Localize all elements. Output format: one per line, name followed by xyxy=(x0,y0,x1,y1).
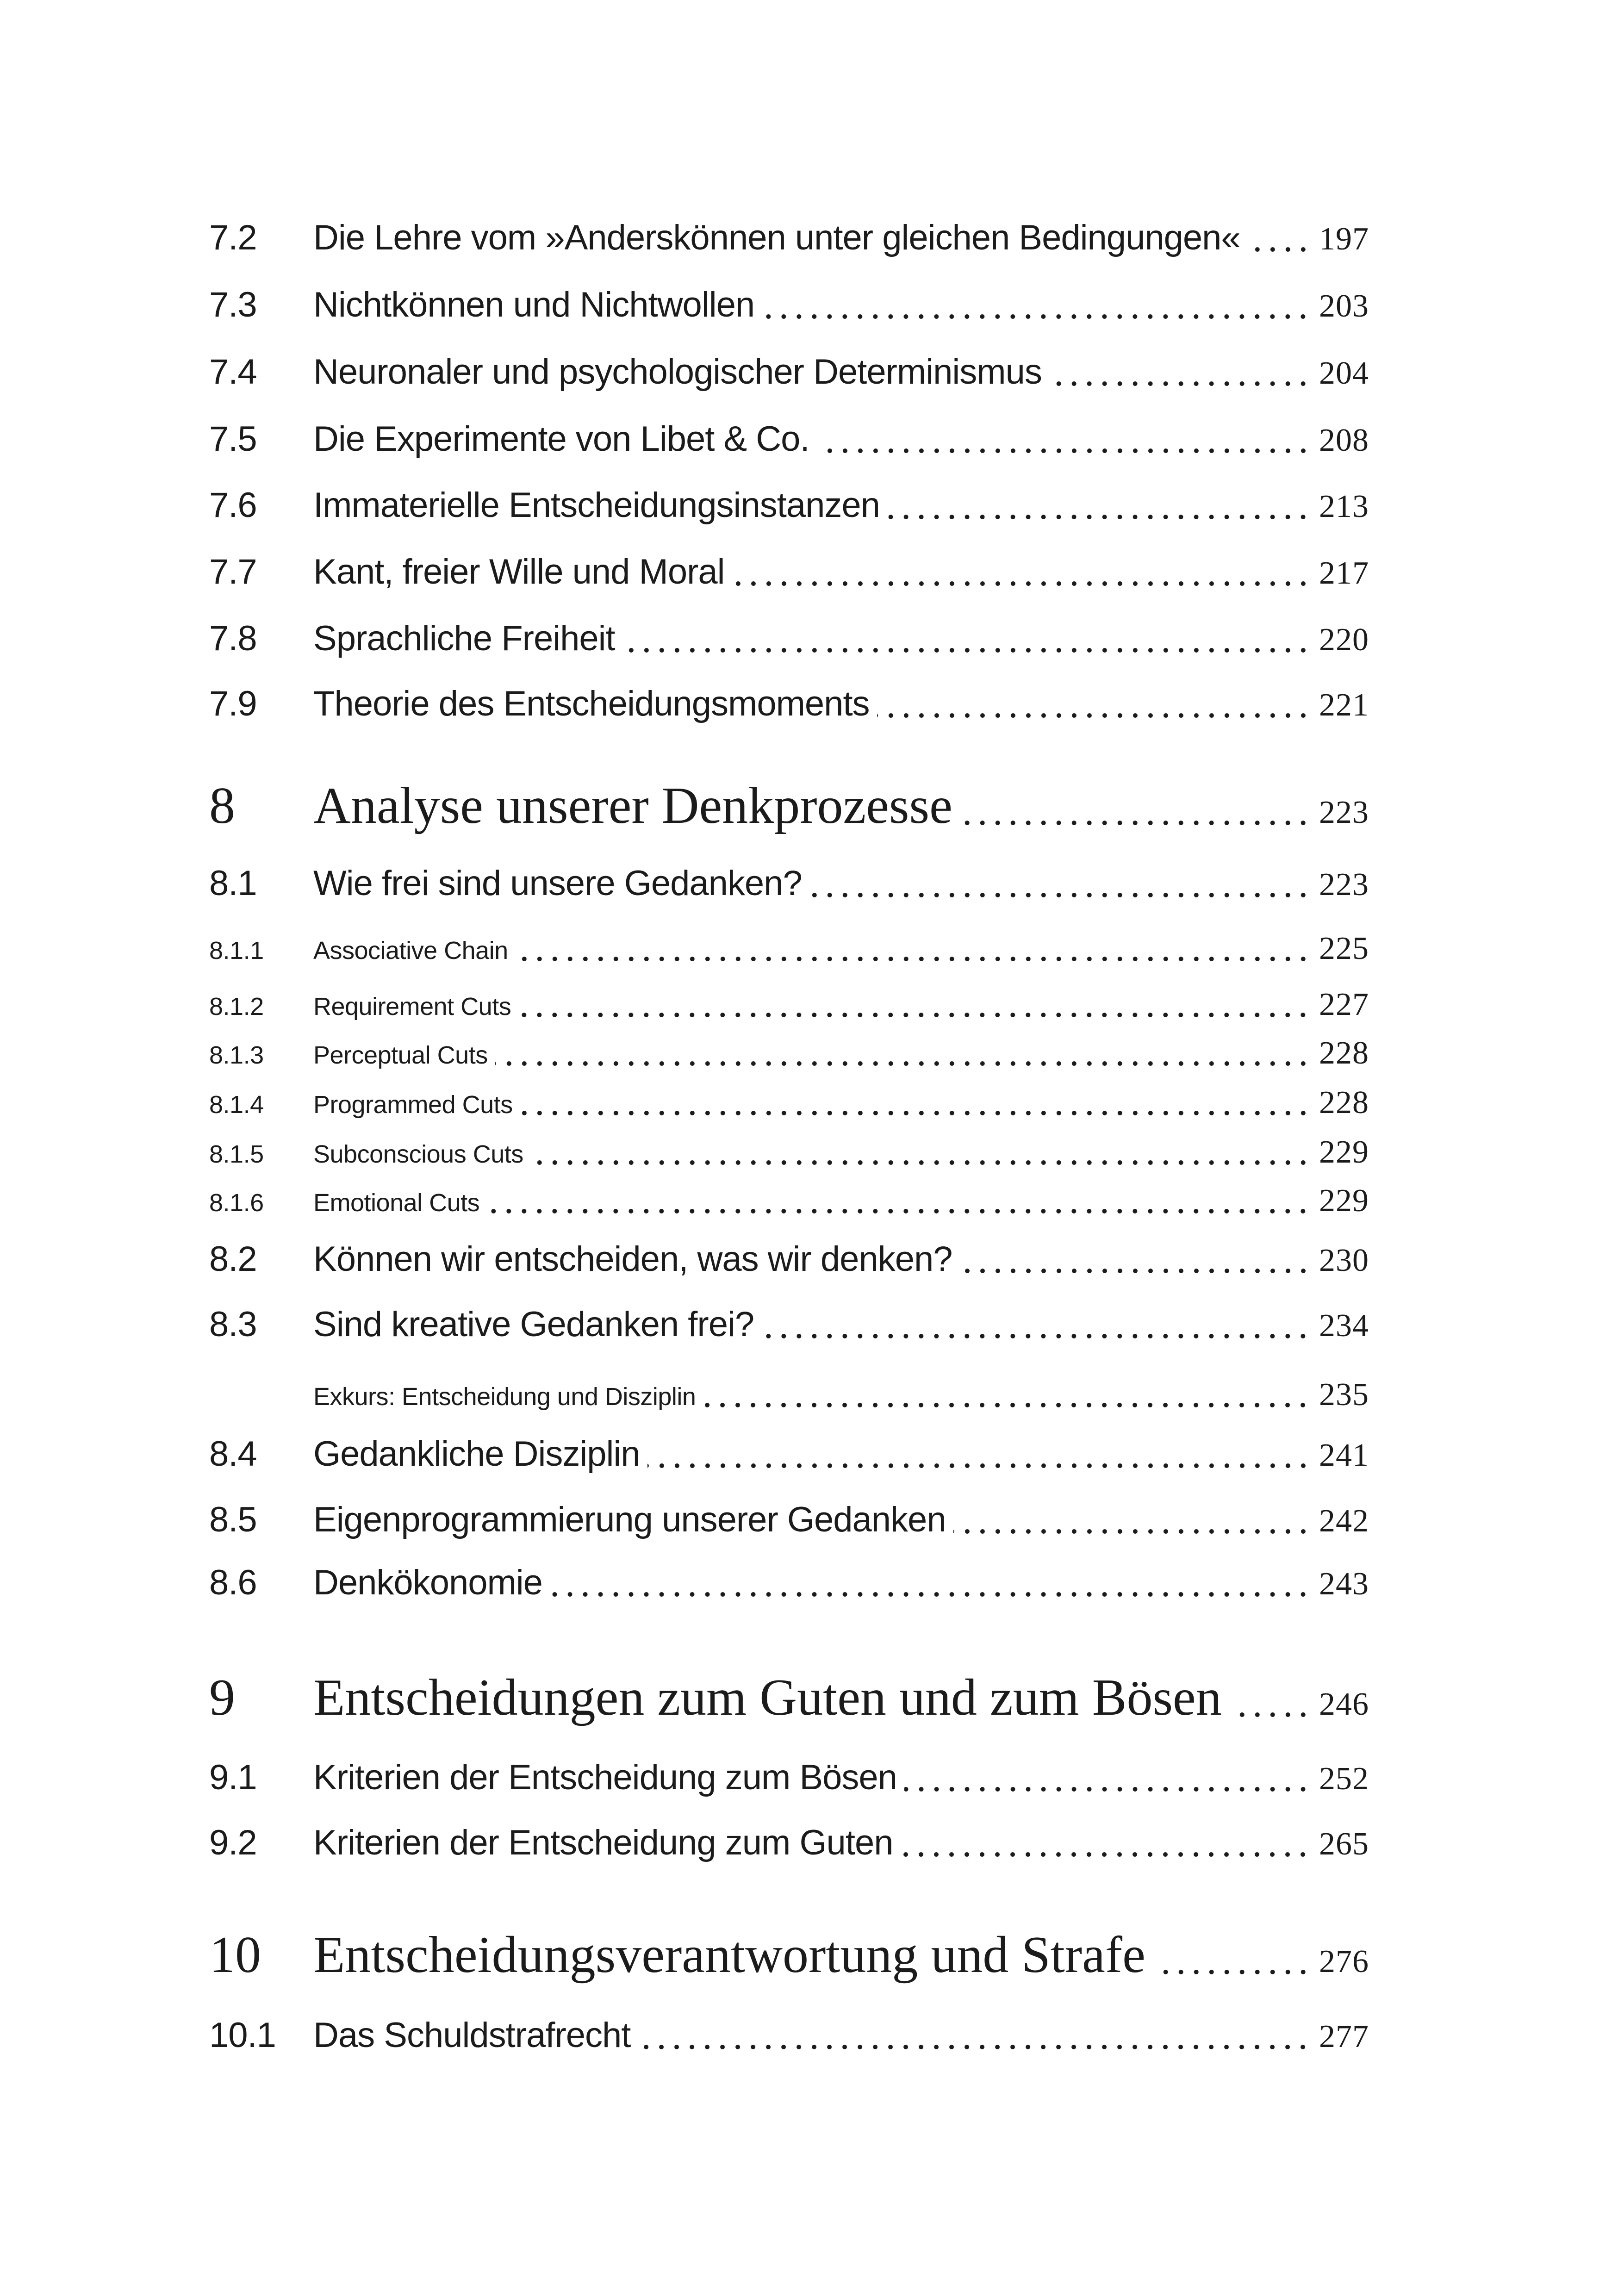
entry-title: Kant, freier Wille und Moral xyxy=(313,552,725,591)
toc-entry-8-4 xyxy=(209,1435,1369,1474)
entry-number: 7.7 xyxy=(209,552,257,591)
toc-entry-8-1 xyxy=(209,864,1369,903)
entry-page: 252 xyxy=(1319,1761,1369,1797)
entry-page: 204 xyxy=(1319,355,1369,391)
entry-number: 7.3 xyxy=(209,285,257,324)
entry-title: Perceptual Cuts xyxy=(313,1041,488,1069)
entry-number: 8.1.4 xyxy=(209,1091,264,1119)
entry-number: 8.1.2 xyxy=(209,993,264,1020)
toc-entry-8-1-2 xyxy=(209,987,1369,1022)
toc-entry-8-1-6 xyxy=(209,1183,1369,1219)
entry-page: 228 xyxy=(1319,1035,1369,1071)
entry-title: Die Experimente von Libet & Co. xyxy=(313,419,809,459)
entry-title: Emotional Cuts xyxy=(313,1189,480,1217)
entry-number: 8.1.6 xyxy=(209,1189,264,1217)
entry-number: 9 xyxy=(209,1669,235,1726)
entry-page: 243 xyxy=(1319,1566,1369,1602)
entry-page: 228 xyxy=(1319,1085,1369,1120)
entry-title: Gedankliche Disziplin xyxy=(313,1434,640,1474)
toc-entry-7-2 xyxy=(209,218,1369,257)
entry-number: 8.5 xyxy=(209,1500,257,1539)
entry-title: Kriterien der Entscheidung zum Guten xyxy=(313,1823,893,1862)
toc-entry-9-1 xyxy=(209,1758,1369,1797)
toc-entry-8-1-1 xyxy=(209,931,1369,966)
toc-entry-7-5 xyxy=(209,420,1369,459)
toc-entry-7-7 xyxy=(209,553,1369,591)
entry-page: 221 xyxy=(1319,687,1369,723)
entry-number: 8.3 xyxy=(209,1305,257,1344)
toc-entry-8-3 xyxy=(209,1305,1369,1344)
entry-title: Associative Chain xyxy=(313,937,508,964)
toc-entry-7-3 xyxy=(209,286,1369,324)
entry-title: Immaterielle Entscheidungsinstanzen xyxy=(313,485,880,525)
entry-number: 8.2 xyxy=(209,1239,257,1279)
entry-number: 7.2 xyxy=(209,218,257,257)
entry-number: 8.1.3 xyxy=(209,1041,264,1069)
entry-title: Neuronaler und psychologischer Determinismus xyxy=(313,352,1042,392)
entry-title: Denkökonomie xyxy=(313,1563,542,1602)
entry-page: 220 xyxy=(1319,622,1369,658)
toc-entry-8-1-3 xyxy=(209,1035,1369,1071)
entry-number: 8.4 xyxy=(209,1434,257,1474)
entry-number: 7.5 xyxy=(209,419,257,459)
entry-number: 7.6 xyxy=(209,485,257,525)
entry-title: Sprachliche Freiheit xyxy=(313,619,615,658)
entry-page: 234 xyxy=(1319,1308,1369,1344)
entry-title: Programmed Cuts xyxy=(313,1091,513,1119)
entry-page: 203 xyxy=(1319,288,1369,324)
toc-entry-8 xyxy=(209,778,1369,834)
entry-page: 223 xyxy=(1319,795,1369,830)
toc-entry-exkurs xyxy=(209,1377,1369,1412)
toc-entry-9-2 xyxy=(209,1823,1369,1862)
toc-entry-8-2 xyxy=(209,1240,1369,1279)
entry-page: 208 xyxy=(1319,423,1369,458)
toc-entry-7-4 xyxy=(209,353,1369,392)
toc-entry-8-5 xyxy=(209,1500,1369,1539)
entry-title: Theorie des Entscheidungsmoments xyxy=(313,684,870,723)
entry-title: Kriterien der Entscheidung zum Bösen xyxy=(313,1758,897,1797)
entry-title: Analyse unserer Denkprozesse xyxy=(313,777,952,834)
entry-number: 10.1 xyxy=(209,2016,276,2055)
entry-page: 235 xyxy=(1319,1377,1369,1412)
entry-number: 8.6 xyxy=(209,1563,257,1602)
entry-page: 277 xyxy=(1319,2019,1369,2054)
entry-page: 225 xyxy=(1319,931,1369,966)
entry-page: 229 xyxy=(1319,1183,1369,1219)
entry-title: Das Schuldstrafrecht xyxy=(313,2016,631,2055)
entry-page: 197 xyxy=(1319,221,1369,257)
entry-number: 8.1.1 xyxy=(209,937,264,964)
entry-title: Sind kreative Gedanken frei? xyxy=(313,1305,754,1344)
entry-title: Eigenprogrammierung unserer Gedanken xyxy=(313,1500,946,1539)
entry-page: 227 xyxy=(1319,987,1369,1022)
toc-entry-9 xyxy=(209,1669,1369,1726)
toc-entry-7-8 xyxy=(209,619,1369,658)
entry-page: 229 xyxy=(1319,1134,1369,1170)
toc-entry-10 xyxy=(209,1927,1369,1984)
entry-title: Exkurs: Entscheidung und Disziplin xyxy=(313,1383,696,1411)
toc-entry-7-9 xyxy=(209,684,1369,723)
toc-entry-8-6 xyxy=(209,1563,1369,1602)
entry-title: Wie frei sind unsere Gedanken? xyxy=(313,864,802,903)
entry-number: 7.8 xyxy=(209,619,257,658)
entry-page: 223 xyxy=(1319,867,1369,902)
entry-title: Die Lehre vom »Anderskönnen unter gleichen Bedingungen« xyxy=(313,218,1240,257)
entry-title: Können wir entscheiden, was wir denken? xyxy=(313,1239,952,1279)
entry-number: 8.1.5 xyxy=(209,1140,264,1168)
entry-title: Entscheidungen zum Guten und zum Bösen xyxy=(313,1669,1222,1726)
entry-page: 246 xyxy=(1319,1686,1369,1722)
toc-entry-8-1-4 xyxy=(209,1085,1369,1120)
entry-page: 276 xyxy=(1319,1944,1369,1979)
toc-entry-7-6 xyxy=(209,486,1369,525)
entry-number: 7.9 xyxy=(209,684,257,723)
entry-page: 217 xyxy=(1319,555,1369,591)
entry-number: 7.4 xyxy=(209,352,257,392)
entry-title: Requirement Cuts xyxy=(313,993,511,1020)
entry-page: 213 xyxy=(1319,489,1369,524)
entry-title: Subconscious Cuts xyxy=(313,1140,523,1168)
entry-page: 241 xyxy=(1319,1437,1369,1473)
entry-number: 10 xyxy=(209,1926,261,1984)
entry-title: Nichtkönnen und Nichtwollen xyxy=(313,285,755,324)
entry-title: Entscheidungsverantwortung und Strafe xyxy=(313,1926,1145,1984)
entry-number: 8.1 xyxy=(209,864,257,903)
toc-entry-8-1-5 xyxy=(209,1134,1369,1170)
toc-entry-10-1 xyxy=(209,2016,1369,2055)
entry-page: 230 xyxy=(1319,1243,1369,1278)
entry-page: 242 xyxy=(1319,1503,1369,1539)
entry-number: 8 xyxy=(209,777,235,834)
entry-number: 9.1 xyxy=(209,1758,257,1797)
entry-page: 265 xyxy=(1319,1826,1369,1862)
entry-number: 9.2 xyxy=(209,1823,257,1862)
